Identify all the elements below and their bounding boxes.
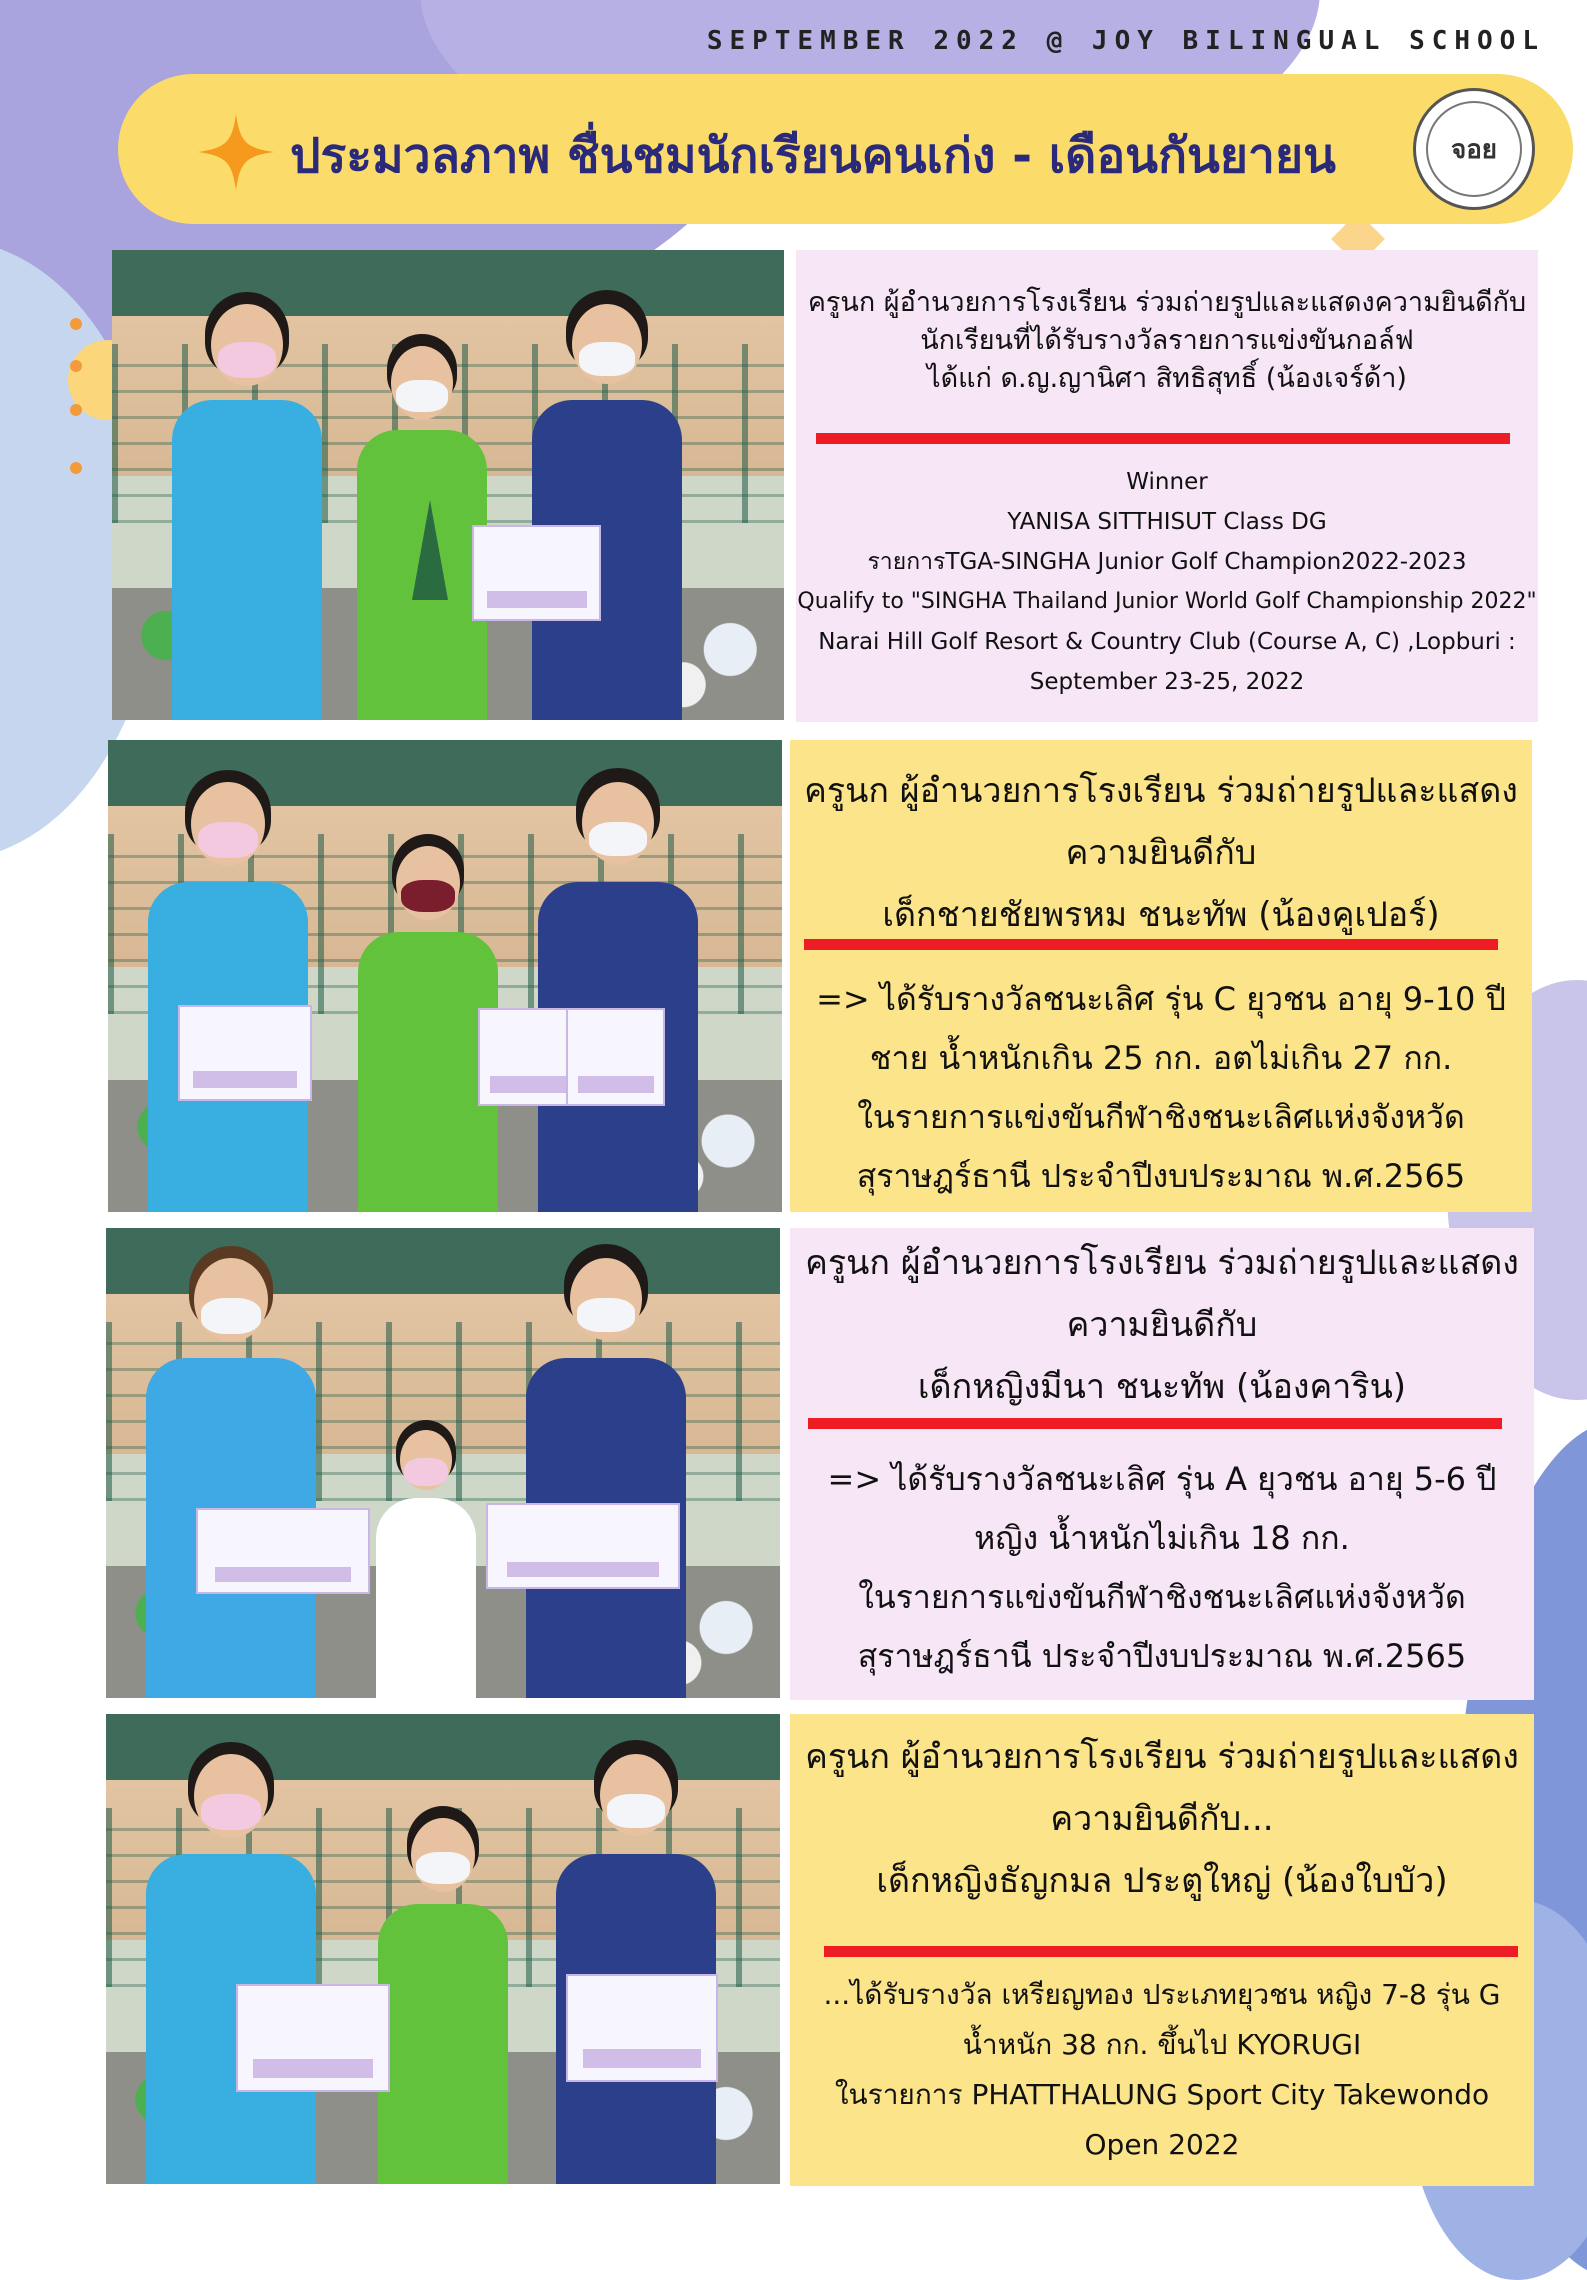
detail-line: ...ได้รับรางวัล เหรียญทอง ประเภทยุวชน หญิง 7-8 รุ่น G (823, 1978, 1501, 2011)
award-intro (790, 1726, 1534, 1912)
intro-line: ความยินดีกับ... (1050, 1799, 1274, 1839)
detail-line: ในรายการแข่งขันกีฬาชิงชนะเลิศแห่งจังหวัด (857, 1098, 1465, 1136)
intro-line: ครูนก ผู้อำนวยการโรงเรียน ร่วมถ่ายรูปและแสดง (805, 1243, 1519, 1283)
award-intro (796, 284, 1538, 398)
decorative-dot (70, 360, 82, 372)
detail-line: สุราษฎร์ธานี ประจำปีงบประมาณ พ.ศ.2565 (857, 1637, 1467, 1675)
award-panel (790, 1228, 1534, 1700)
award-details (790, 1450, 1534, 1686)
header-caption: SEPTEMBER 2022 @ JOY BILINGUAL SCHOOL (706, 26, 1545, 56)
page-title: ประมวลภาพ ชื่นชมนักเรียนคนเก่ง - เดือนกันยายน (290, 128, 1336, 184)
divider-bar (804, 939, 1498, 950)
student-name: เด็กชายชัยพรหม ชนะทัพ (น้องคูเปอร์) (882, 895, 1440, 935)
divider-bar (816, 433, 1510, 444)
divider-bar (808, 1418, 1502, 1429)
intro-line: นักเรียนที่ได้รับรางวัลรายการแข่งขันกอล์ฟ (920, 325, 1414, 356)
detail-line: Open 2022 (1084, 2128, 1240, 2161)
decorative-dot (70, 404, 82, 416)
detail-line: ในรายการแข่งขันกีฬาชิงชนะเลิศแห่งจังหวัด (858, 1578, 1466, 1616)
award-photo (106, 1714, 780, 2184)
intro-line: ครูนก ผู้อำนวยการโรงเรียน ร่วมถ่ายรูปและแสดง (805, 1737, 1519, 1777)
award-panel (796, 250, 1538, 722)
detail-line: น้ำหนัก 38 กก. ขึ้นไป KYORUGI (962, 2028, 1362, 2061)
detail-line: Winner (1126, 469, 1208, 495)
divider-bar (824, 1946, 1518, 1957)
student-name: ได้แก่ ด.ญ.ญานิศา สิทธิสุทธิ์ (น้องเจร์ด้า) (927, 363, 1407, 394)
intro-line: ครูนก ผู้อำนวยการโรงเรียน ร่วมถ่ายรูปและแสดงความยินดีกับ (807, 287, 1527, 318)
award-panel (790, 740, 1532, 1212)
award-details (790, 1970, 1534, 2170)
intro-line: ครูนก ผู้อำนวยการโรงเรียน ร่วมถ่ายรูปและแสดง (804, 771, 1518, 811)
award-photo (106, 1228, 780, 1698)
award-intro (790, 760, 1532, 946)
intro-line: ความยินดีกับ (1065, 833, 1257, 873)
detail-line: Qualify to "SINGHA Thailand Junior World Golf Championship 2022" (797, 589, 1537, 614)
award-photo (108, 740, 782, 1212)
award-panel (790, 1714, 1534, 2186)
detail-line: รายการTGA-SINGHA Junior Golf Champion2022-2023 (867, 549, 1467, 575)
decorative-dot (70, 462, 82, 474)
award-photo (112, 250, 784, 720)
detail-line: สุราษฎร์ธานี ประจำปีงบประมาณ พ.ศ.2565 (856, 1157, 1466, 1195)
school-logo-text: จอย (1426, 101, 1522, 197)
detail-line: YANISA SITTHISUT Class DG (1007, 509, 1327, 535)
detail-line: => ได้รับรางวัลชนะเลิศ รุ่น A ยุวชน อายุ 5-6 ปี (827, 1460, 1497, 1498)
award-details (796, 462, 1538, 702)
award-intro (790, 1232, 1534, 1418)
award-details (790, 970, 1532, 1206)
detail-line: หญิง น้ำหนักไม่เกิน 18 กก. (974, 1519, 1350, 1557)
intro-line: ความยินดีกับ (1066, 1305, 1258, 1345)
decorative-dot (70, 318, 82, 330)
school-logo (1413, 88, 1535, 210)
student-name: เด็กหญิงมีนา ชนะทัพ (น้องคาริน) (917, 1367, 1407, 1407)
detail-line: Narai Hill Golf Resort & Country Club (Course A, C) ,Lopburi : (818, 629, 1516, 655)
detail-line: => ได้รับรางวัลชนะเลิศ รุ่น C ยุวชน อายุ 9-10 ปี (816, 980, 1506, 1018)
sparkle-star-icon (196, 112, 276, 192)
detail-line: September 23-25, 2022 (1029, 669, 1305, 695)
detail-line: ชาย น้ำหนักเกิน 25 กก. อตไม่เกิน 27 กก. (869, 1039, 1453, 1077)
detail-line: ในรายการ PHATTHALUNG Sport City Takewondo (834, 2078, 1490, 2111)
student-name: เด็กหญิงธัญกมล ประตูใหญ่ (น้องใบบัว) (876, 1861, 1448, 1901)
